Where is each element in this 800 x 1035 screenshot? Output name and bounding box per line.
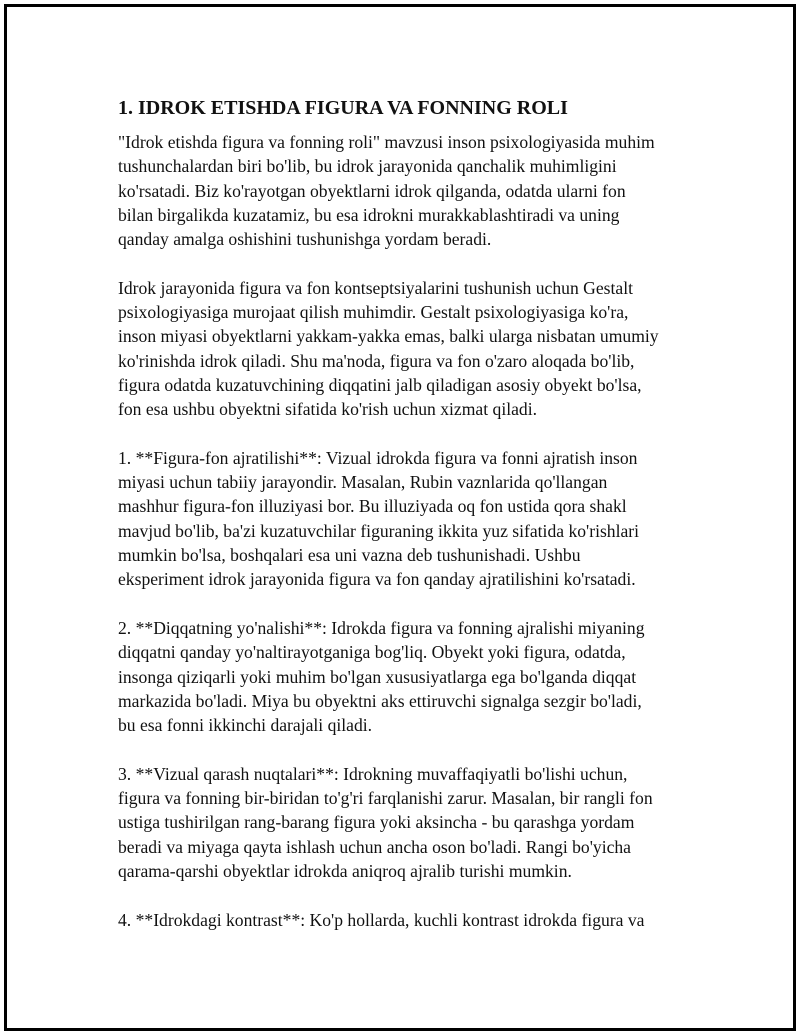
paragraph-point-2 <box>118 616 688 737</box>
paragraph-intro <box>118 130 688 251</box>
text-line: inson miyasi obyektlarni yakkam-yakka emas, balki ularga nisbatan umumiy <box>118 326 659 347</box>
text-line: 3. **Vizual qarash nuqtalari**: Idrokning muvaffaqiyatli bo'lishi uchun, <box>118 763 628 784</box>
text-line: "Idrok etishda figura va fonning roli" mavzusi inson psixologiyasida muhim <box>118 132 655 152</box>
paragraph-point-3 <box>118 762 688 883</box>
text-line: 4. **Idrokdagi kontrast**: Ko'p hollarda, kuchli kontrast idrokda figura va <box>118 909 645 930</box>
text-line: figura odatda kuzatuvchining diqqatini jalb qiladigan asosiy obyekt bo'lsa, <box>118 374 642 395</box>
paragraph-gestalt <box>118 276 688 422</box>
text-line: 2. **Diqqatning yo'nalishi**: Idrokda figura va fonning ajralishi miyaning <box>118 617 645 638</box>
text-line: figura va fonning bir-biridan to'g'ri farqlanishi zarur. Masalan, bir rangli fon <box>118 788 653 809</box>
document-body <box>118 96 688 956</box>
text-line: ko'rsatadi. Biz ko'rayotgan obyektlarni idrok qilganda, odatda ularni fon <box>118 180 626 201</box>
text-line: mavjud bo'lib, ba'zi kuzatuvchilar figuraning ikkita yuz sifatida ko'rishlari <box>118 520 640 541</box>
text-line: qanday amalga oshishini tushunishga yordam beradi. <box>118 229 492 250</box>
text-line: psixologiyasiga murojaat qilish muhimdir. Gestalt psixologiyasiga ko'ra, <box>118 302 629 323</box>
text-line: qarama-qarshi obyektlar idrokda aniqroq ajralib turishi mumkin. <box>118 860 572 881</box>
text-line: ko'rinishda idrok qiladi. Shu ma'noda, figura va fon o'zaro aloqada bo'lib, <box>118 350 635 371</box>
text-line: mumkin bo'lsa, boshqalari esa uni vazna deb tushunishadi. Ushbu <box>118 545 581 566</box>
text-line: fon esa ushbu obyektni sifatida ko'rish uchun xizmat qiladi. <box>118 399 537 420</box>
text-line: Idrok jarayonida figura va fon kontseptsiyalarini tushunish uchun Gestalt <box>118 277 633 298</box>
text-line: bu esa fonni ikkinchi darajali qiladi. <box>118 715 373 736</box>
text-line: diqqatni qanday yo'naltirayotganiga bog'liq. Obyekt yoki figura, odatda, <box>118 642 626 663</box>
text-line: ustiga tushirilgan rang-barang figura yoki aksincha - bu qarashga yordam <box>118 812 635 833</box>
document-title: 1. IDROK ETISHDA FIGURA VA FONNING ROLI <box>118 97 568 119</box>
text-line: beradi va miyaga qayta ishlash uchun ancha oson bo'ladi. Rangi bo'yicha <box>118 836 631 857</box>
text-line: markazida bo'ladi. Miya bu obyektni aks ettiruvchi signalga sezgir bo'ladi, <box>118 690 642 711</box>
text-line: eksperiment idrok jarayonida figura va fon qanday ajratilishini ko'rsatadi. <box>118 569 636 590</box>
paragraph-point-4 <box>118 908 688 932</box>
paragraph-point-1 <box>118 446 688 592</box>
text-line: insonga qiziqarli yoki muhim bo'lgan xususiyatlarga ega bo'lganda diqqat <box>118 666 637 687</box>
text-line: bilan birgalikda kuzatamiz, bu esa idrokni murakkablashtiradi va uning <box>118 204 620 225</box>
text-line: mashhur figura-fon illuziyasi bor. Bu illuziyada oq fon ustida qora shakl <box>118 496 627 517</box>
text-line: tushunchalardan biri bo'lib, bu idrok jarayonida qanchalik muhimligini <box>118 156 617 177</box>
text-line: miyasi uchun tabiiy jarayondir. Masalan, Rubin vaznlarida qo'llangan <box>118 472 608 493</box>
text-line: 1. **Figura-fon ajratilishi**: Vizual idrokda figura va fonni ajratish inson <box>118 447 638 468</box>
